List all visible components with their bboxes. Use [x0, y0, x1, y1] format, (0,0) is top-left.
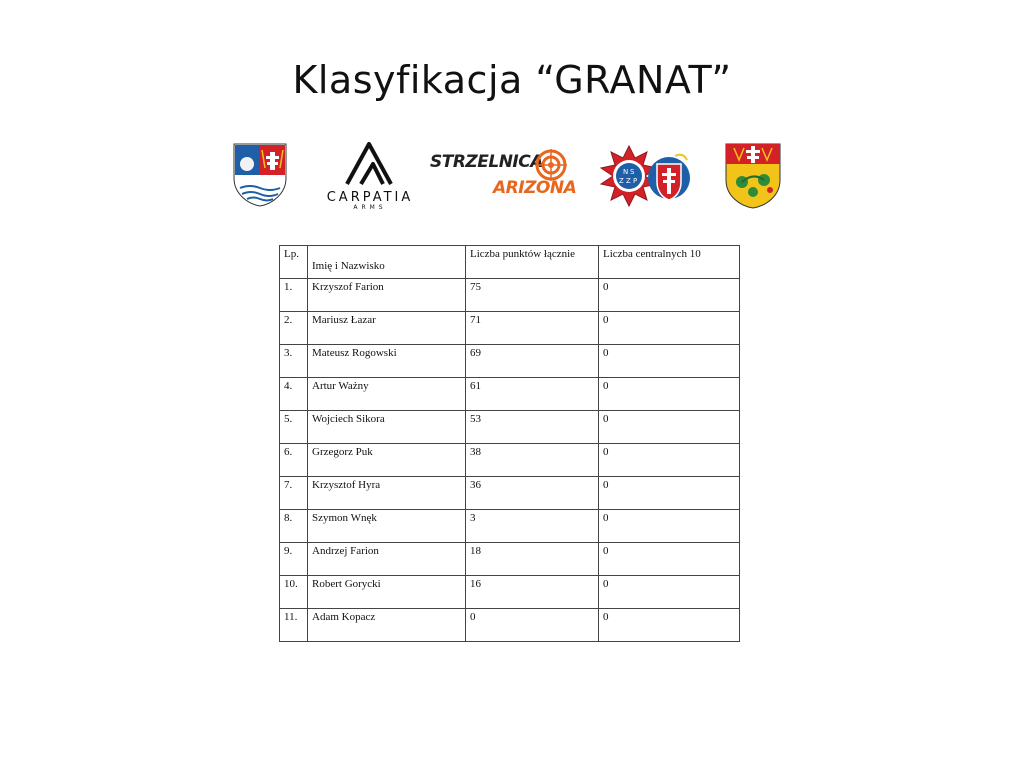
cell-name: Artur Ważny	[308, 378, 466, 411]
cell-tens: 0	[599, 609, 740, 642]
badge-letter-z1: Z	[619, 177, 624, 185]
header-lp: Lp.	[280, 246, 308, 279]
table-row	[280, 510, 740, 543]
strzelnica-text: STRZELNICA	[430, 152, 543, 172]
coat-of-arms-icon	[724, 142, 782, 210]
cell-points: 38	[466, 444, 599, 477]
table-row	[280, 279, 740, 312]
cell-points: 36	[466, 477, 599, 510]
carpatia-logo-icon	[343, 140, 395, 186]
cell-tens: 0	[599, 576, 740, 609]
cell-points: 3	[466, 510, 599, 543]
cell-tens: 0	[599, 345, 740, 378]
cell-tens: 0	[599, 477, 740, 510]
cell-name: Mariusz Łazar	[308, 312, 466, 345]
carpatia-name: CARPATIA	[326, 190, 414, 205]
arizona-text: ARIZONA	[493, 178, 577, 198]
cell-name: Wojciech Sikora	[308, 411, 466, 444]
header-tens: Liczba centralnych 10	[599, 246, 740, 279]
cell-points: 18	[466, 543, 599, 576]
cell-lp: 9.	[280, 543, 308, 576]
cell-points: 16	[466, 576, 599, 609]
cell-name: Robert Gorycki	[308, 576, 466, 609]
cell-points: 0	[466, 609, 599, 642]
cell-lp: 8.	[280, 510, 308, 543]
header-name-label: Imię i Nazwisko	[312, 260, 385, 272]
cell-tens: 0	[599, 312, 740, 345]
cell-name: Krzyszof Farion	[308, 279, 466, 312]
badge-letter-z2: Z	[626, 177, 631, 185]
table-row	[280, 609, 740, 642]
cell-lp: 3.	[280, 345, 308, 378]
carpatia-sub: ARMS	[353, 204, 387, 211]
cell-name: Adam Kopacz	[308, 609, 466, 642]
badge-letter-p: P	[633, 177, 638, 185]
cell-tens: 0	[599, 378, 740, 411]
cell-lp: 1.	[280, 279, 308, 312]
table-header-row	[280, 246, 740, 279]
cell-name: Mateusz Rogowski	[308, 345, 466, 378]
page-title: Klasyfikacja “GRANAT”	[292, 58, 732, 102]
cell-name: Grzegorz Puk	[308, 444, 466, 477]
cell-name: Andrzej Farion	[308, 543, 466, 576]
cell-points: 61	[466, 378, 599, 411]
table-row	[280, 543, 740, 576]
cell-lp: 2.	[280, 312, 308, 345]
cell-points: 71	[466, 312, 599, 345]
cell-lp: 6.	[280, 444, 308, 477]
table-row	[280, 411, 740, 444]
cell-points: 75	[466, 279, 599, 312]
coat-of-arms-icon	[232, 142, 288, 208]
badge-letter-n: N	[623, 168, 629, 176]
target-icon	[535, 149, 567, 181]
header-name	[308, 246, 466, 279]
cell-tens: 0	[599, 543, 740, 576]
cell-lp: 5.	[280, 411, 308, 444]
cell-lp: 4.	[280, 378, 308, 411]
cell-name: Krzysztof Hyra	[308, 477, 466, 510]
cell-tens: 0	[599, 510, 740, 543]
badge-letter-s: S	[630, 168, 635, 176]
table-row	[280, 444, 740, 477]
cell-tens: 0	[599, 444, 740, 477]
police-union-badge-icon	[597, 144, 693, 208]
cell-points: 69	[466, 345, 599, 378]
cell-lp: 11.	[280, 609, 308, 642]
table-row	[280, 576, 740, 609]
cell-lp: 10.	[280, 576, 308, 609]
results-table	[279, 245, 740, 642]
table-row	[280, 378, 740, 411]
cell-tens: 0	[599, 279, 740, 312]
table-row	[280, 477, 740, 510]
table-row	[280, 345, 740, 378]
header-points: Liczba punktów łącznie	[466, 246, 599, 279]
cell-lp: 7.	[280, 477, 308, 510]
cell-points: 53	[466, 411, 599, 444]
cell-name: Szymon Wnęk	[308, 510, 466, 543]
table-row	[280, 312, 740, 345]
cell-tens: 0	[599, 411, 740, 444]
